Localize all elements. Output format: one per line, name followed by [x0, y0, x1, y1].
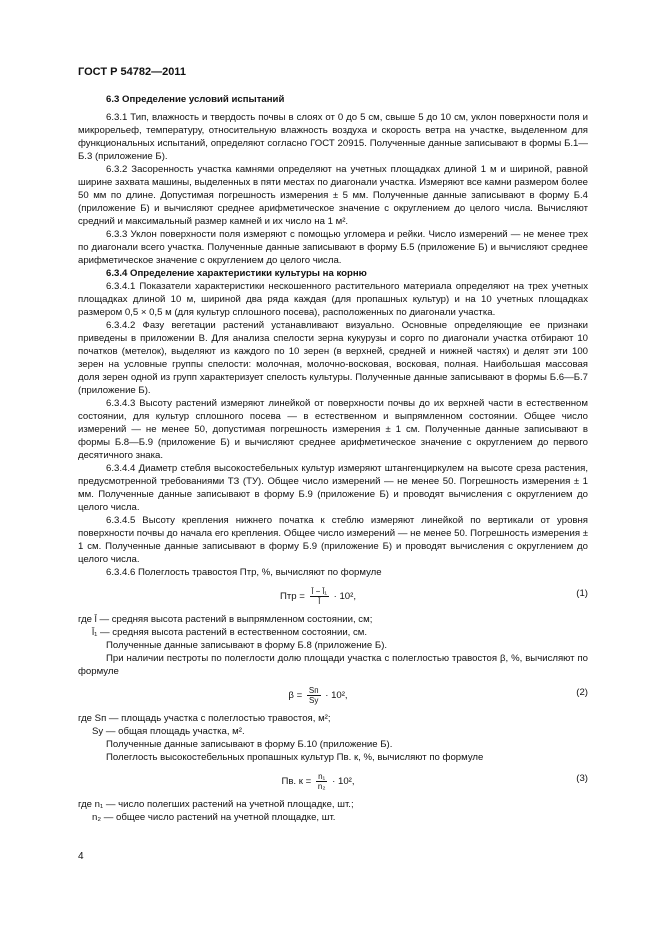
paragraph-6-3-4-4: 6.3.4.4 Диаметр стебля высокостебельных культур измеряют штангенциркулем на высоте среза растения, предусмотренной требованиями ТЗ (ТУ). Общее число измерений — не менее 50. Погрешность измерения ± 1 мм. Полученные данные записывают в форму Б.9 (приложение Б) и проводят вычисления с округлением до целого числа. — [78, 463, 588, 513]
note-1: Полученные данные записывают в форму Б.8 (приложение Б). — [106, 640, 388, 651]
paragraph-6-3-4-1: 6.3.4.1 Показатели характеристики нескошенного растительного материала определяют на трех учетных площадках длиной 10 м, шириной два ряда каждая (для пропашных культур) и на 10 учетных площадках размером 0,5 × 0,5 м (для культур сплошного посева), расположенных по диагонали участка. — [78, 281, 588, 318]
note-2: Полученные данные записывают в форму Б.10 (приложение Б). — [106, 739, 393, 750]
formula-1-tail: · 10², — [333, 591, 357, 603]
page-number: 4 — [78, 851, 84, 862]
paragraph-6-3-4-2: 6.3.4.2 Фазу вегетации растений устанавливают визуально. Основные определяющие ее признаки приведены в приложении В. Для анализа спелости зерна кукурузы и сорго по диагонали участка отбирают 10 початков (метелок), выделяют из каждого по 10 зерен (в верхней, средней и нижней частях) и делят эти 100 зерен на условные группы спелости: молочная, молочно-восковая, восковая, полная. Наибольшая массовая доля зерен одной из групп характеризует спелость культуры. Полученные данные записывают в формы Б.6—Б.7 (приложение Б). — [78, 320, 588, 396]
formula-3-tail: · 10², — [332, 776, 355, 788]
legend-3-a: где n₁ — число полегших растений на учетной площадке, шт.; — [78, 799, 354, 810]
formula-2 — [78, 680, 588, 710]
paragraph-6-3-4-5: 6.3.4.5 Высоту крепления нижнего початка к стеблю измеряют линейкой по вертикали от уровня поверхности почвы до начала его крепления. Общее число измерений — не менее 50. Погрешность измерения ± 1 см. Полученные данные записывают в форму Б.9 (приложение Б) и проводят вычисления с округлением до целого числа. — [78, 515, 588, 565]
formula-3-denominator: n₂ — [317, 782, 326, 791]
legend-2-a: где Sп — площадь участка с полеглостью травостоя, м²; — [78, 713, 331, 724]
formula-2-number: (2) — [576, 687, 588, 698]
section-title-6-3-4: 6.3.4 Определение характеристики культуры на корню — [106, 268, 367, 279]
formula-1-left: Птр = — [279, 591, 305, 603]
paragraph-pk: Полеглость высокостебельных пропашных культур Пв. к, %, вычисляют по формуле — [106, 752, 484, 763]
formula-1-fraction — [310, 587, 329, 606]
formula-1-number: (1) — [576, 588, 588, 599]
formula-3-left: Пв. к = — [281, 776, 312, 788]
paragraph-6-3-4-6: 6.3.4.6 Полеглость травостоя Птр, %, вычисляют по формуле — [106, 567, 382, 578]
formula-2-numerator: Sп — [308, 686, 319, 695]
paragraph-beta: При наличии пестроты по полеглости долю площади участка с полеглостью травостоя β, %, вычисляют по формуле — [78, 653, 588, 677]
formula-2-fraction — [307, 686, 321, 705]
document-header: ГОСТ Р 54782—2011 — [78, 66, 186, 78]
legend-2-b: Sу — общая площадь участка, м². — [92, 726, 245, 737]
formula-1 — [78, 581, 588, 611]
formula-2-left: β = — [288, 690, 303, 702]
paragraph-6-3-2: 6.3.2 Засоренность участка камнями определяют на учетных площадках длиной 1 м и шириной, равной ширине захвата машины, выделенных в пяти местах по диагонали участка. Измеряют все камни размером более 50 мм по длине. Допустимая погрешность измерения ± 5 мм. Полученные данные записывают в форму Б.4 (приложение Б) и вычисляют среднее арифметическое значение с округлением до целого числа. Вычисляют средний и максимальный размер камней и их число на 1 м². — [78, 164, 588, 227]
legend-1-b: l̄₁ — средняя высота растений в естественном состоянии, см. — [92, 627, 368, 638]
formula-1-numerator: l̄ − l̄₁ — [311, 587, 327, 596]
formula-3-number: (3) — [576, 773, 588, 784]
formula-3-fraction — [316, 772, 328, 791]
formula-1-denominator: l̄ — [318, 597, 321, 606]
formula-2-tail: · 10², — [325, 690, 348, 702]
formula-2-denominator: Sу — [309, 696, 319, 705]
legend-1-a: где l̄ — средняя высота растений в выпрямленном состоянии, см; — [78, 614, 373, 625]
document-body — [78, 93, 588, 824]
paragraph-6-3-1: 6.3.1 Тип, влажность и твердость почвы в слоях от 0 до 5 см, свыше 5 до 10 см, уклон поверхности поля и микрорельеф, температуру, относительную влажность воздуха и скорость ветра на участке, выделенном для функциональных испытаний, определяют согласно ГОСТ 20915. Полученные данные записывают в формы Б.1—Б.3 (приложение Б). — [78, 112, 588, 162]
paragraph-6-3-4-3: 6.3.4.3 Высоту растений измеряют линейкой от поверхности почвы до их верхней части в естественном состоянии, для культур сплошного посева — в естественном и выпрямленном состоянии. Общее число измерений — не менее 50, допустимая погрешность измерения ± 1 см. Полученные данные записывают в формы Б.8—Б.9 (приложение Б) и вычисляют среднее арифметическое значение с округлением до первого десятичного знака. — [78, 398, 588, 461]
legend-3-b: n₂ — общее число растений на учетной площадке, шт. — [92, 812, 336, 823]
formula-3 — [78, 766, 588, 796]
formula-3-numerator: n₁ — [316, 772, 328, 782]
paragraph-6-3-3: 6.3.3 Уклон поверхности поля измеряют с помощью угломера и рейки. Число измерений — не менее трех по диагонали всего участка. Полученные данные записывают в форму Б.5 (приложение Б) и вычисляют среднее арифметическое значение с округлением до целого числа. — [78, 229, 588, 266]
section-title-6-3: 6.3 Определение условий испытаний — [106, 94, 285, 105]
